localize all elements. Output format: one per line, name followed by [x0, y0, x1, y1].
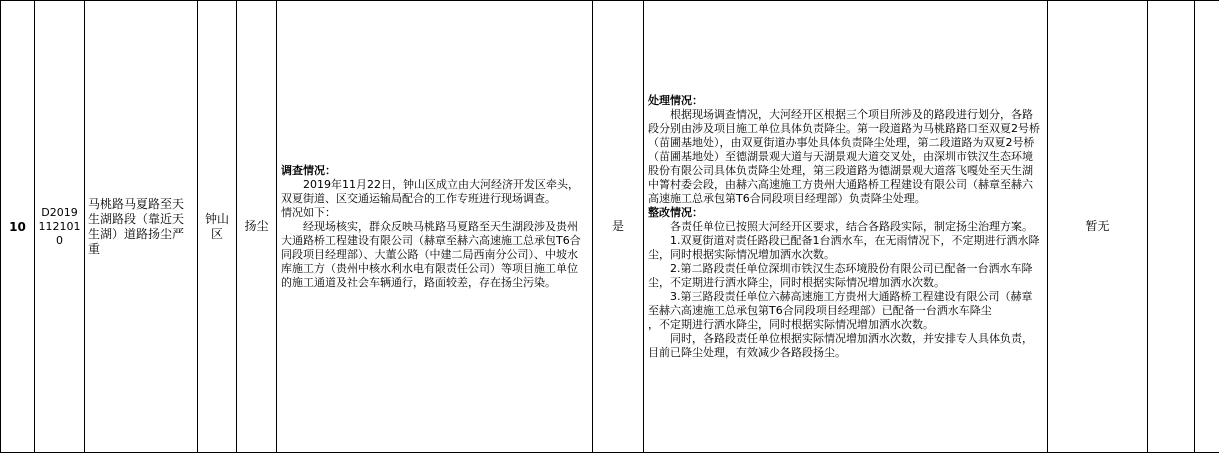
remark-cell: 暂无 [1048, 1, 1148, 453]
rectification-item-2: 2.第二路段责任单位深圳市铁汉生态环境股份有限公司已配备一台洒水车降尘，不定期进行洒水降尘，同时根据实际情况增加洒水次数。 [648, 261, 1033, 289]
rectification-para-1: 各责任单位已按照大河经开区要求，结合各路段实际，制定扬尘治理方案。 [670, 219, 1033, 233]
rectification-item-3-cont: ，不定期进行洒水降尘，同时根据实际情况增加洒水次数。 [648, 317, 934, 331]
complaint-code: D20191121010 [35, 1, 85, 453]
rectification-item-1: 1.双夏街道对责任路段已配备1台洒水车，在无雨情况下，不定期进行洒水降尘，同时根据实际情况增加洒水次数。 [648, 233, 1040, 261]
investigation-para-3: 经现场核实，群众反映马桃路马夏路至天生湖段涉及贵州大通路桥工程建设有限公司（赫章至赫六高速施工总承包T6合同段项目经理部）、大董公路（中建二局西南分公司）、中坡水库施工方（贵州中核水利水电有限责任公司）等项目施工单位的施工通道及社会车辆通行，路面较差，存在扬尘污染。 [281, 219, 581, 289]
district-cell: 钟山区 [198, 1, 237, 453]
complaint-title: 马桃路马夏路至天生湖路段（靠近天生湖）道路扬尘严重 [85, 1, 198, 453]
rectification-item-3: 3.第三路段责任单位六赫高速施工方贵州大通路桥工程建设有限公司（赫章至赫六高速施工总承包第T6合同段项目经理部）已配备一台洒水车降尘 [648, 289, 1033, 317]
investigation-cell [277, 1, 593, 453]
table-row [1, 1, 1219, 453]
verified-cell: 是 [593, 1, 644, 453]
empty-cell-2 [1195, 1, 1219, 453]
rectification-closing: 同时，各路段责任单位根据实际情况增加洒水次数，并安排专人具体负责，目前已降尘处理，有效减少各路段扬尘。 [648, 331, 1033, 359]
handling-cell [644, 1, 1048, 453]
empty-cell-1 [1148, 1, 1195, 453]
investigation-para-2: 情况如下： [281, 205, 336, 219]
row-index: 10 [1, 1, 35, 453]
investigation-para-1: 2019年11月22日，钟山区成立由大河经济开发区牵头，双夏街道、区交通运输局配合的工作专班进行现场调查。 [281, 177, 579, 205]
investigation-heading: 调查情况： [281, 163, 336, 177]
pollution-type-cell: 扬尘 [237, 1, 277, 453]
handling-heading: 处理情况： [648, 93, 703, 107]
rectification-heading: 整改情况： [648, 205, 703, 219]
handling-para-1: 根据现场调查情况，大河经开区根据三个项目所涉及的路段进行划分，各路段分别由涉及项目施工单位具体负责降尘。第一段道路为马桃路路口至双夏2号桥（苗圃基地处），由双夏街道办事处具体负责降尘处理，第二段道路为双夏2号桥（苗圃基地处）至德湖景观大道与天湖景观大道交叉处，由深圳市铁汉生态环境股份有限公司具体负责降尘处理，第三段道路为德湖景观大道落飞嘎处至天生湖中箐村委会段，由赫六高速施工方贵州大通路桥工程建设有限公司（赫章至赫六高速施工总承包第T6合同段项目经理部）负责降尘处理。 [648, 107, 1040, 205]
